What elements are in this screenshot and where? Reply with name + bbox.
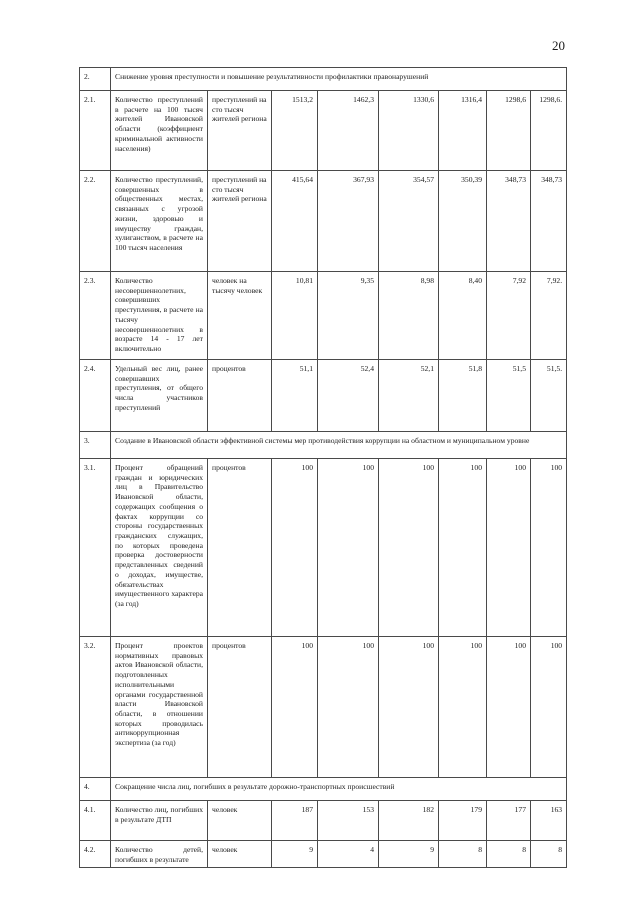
- indicator-value: 8: [531, 841, 567, 868]
- indicator-number: 3.2.: [80, 637, 111, 778]
- indicator-row: [80, 841, 567, 868]
- indicator-row: [80, 272, 567, 360]
- indicator-value: 348,73: [531, 171, 567, 272]
- indicators-table: [79, 67, 567, 868]
- indicator-name: Количество преступлений, совершенных в общественных местах, связанных с угрозой жизни, здоровью и имуществу граждан, хулиганством, в расчете на 100 тысяч населения: [111, 171, 208, 272]
- indicator-name: Количество преступлений в расчете на 100 тысяч жителей Ивановской области (коэффициент криминальной активности населения): [111, 91, 208, 171]
- section-number: 4.: [80, 778, 111, 801]
- indicator-value: 1513,2: [272, 91, 318, 171]
- indicator-value: 179: [439, 801, 487, 841]
- indicator-number: 2.3.: [80, 272, 111, 360]
- indicator-value: 10,81: [272, 272, 318, 360]
- indicator-unit: человек: [208, 801, 272, 841]
- indicator-value: 348,73: [487, 171, 531, 272]
- indicator-value: 8,40: [439, 272, 487, 360]
- indicator-value: 100: [487, 637, 531, 778]
- indicator-name: Количество несовершеннолетних, совершивших преступления, в расчете на тысячу несовершеннолетних в возрасте 14 - 17 лет включительно: [111, 272, 208, 360]
- indicator-unit: процентов: [208, 637, 272, 778]
- indicator-value: 100: [318, 459, 379, 637]
- indicator-row: [80, 171, 567, 272]
- page-number: 20: [552, 38, 565, 53]
- section-row: [80, 68, 567, 91]
- indicator-number: 2.4.: [80, 360, 111, 432]
- indicator-value: 51,5: [487, 360, 531, 432]
- section-number: 3.: [80, 432, 111, 459]
- indicator-value: 7,92: [487, 272, 531, 360]
- section-title: Снижение уровня преступности и повышение результативности профилактики правонарушений: [111, 68, 567, 91]
- indicator-unit: преступлений на сто тысяч жителей региона: [208, 91, 272, 171]
- indicator-value: 8,98: [379, 272, 439, 360]
- indicator-value: 100: [439, 637, 487, 778]
- indicator-row: [80, 637, 567, 778]
- indicator-number: 2.1.: [80, 91, 111, 171]
- indicator-number: 4.2.: [80, 841, 111, 868]
- indicator-value: 1330,6: [379, 91, 439, 171]
- indicator-value: 187: [272, 801, 318, 841]
- indicator-value: 51,1: [272, 360, 318, 432]
- indicator-value: 8: [487, 841, 531, 868]
- indicator-value: 100: [379, 459, 439, 637]
- indicator-value: 367,93: [318, 171, 379, 272]
- indicator-value: 1316,4: [439, 91, 487, 171]
- indicator-unit: человек на тысячу человек: [208, 272, 272, 360]
- indicator-name: Процент обращений граждан и юридических лиц в Правительство Ивановской области, содержащих сообщения о фактах коррупции со стороны государственных гражданских служащих, по которых проведена проверка достоверности представленных сведений о доходах, имуществе, обязательствах имущественного характера (за год): [111, 459, 208, 637]
- indicator-name: Количество детей, погибших в результате: [111, 841, 208, 868]
- indicator-unit: процентов: [208, 459, 272, 637]
- section-number: 2.: [80, 68, 111, 91]
- indicator-value: 52,1: [379, 360, 439, 432]
- indicator-value: 153: [318, 801, 379, 841]
- indicator-value: 51,5.: [531, 360, 567, 432]
- indicator-value: 415,64: [272, 171, 318, 272]
- indicator-value: 100: [272, 459, 318, 637]
- indicator-value: 1298,6: [487, 91, 531, 171]
- section-row: [80, 778, 567, 801]
- indicator-value: 1298,6.: [531, 91, 567, 171]
- indicator-number: 2.2.: [80, 171, 111, 272]
- indicator-value: 100: [272, 637, 318, 778]
- indicator-number: 4.1.: [80, 801, 111, 841]
- indicator-row: [80, 360, 567, 432]
- indicator-value: 100: [318, 637, 379, 778]
- indicator-row: [80, 91, 567, 171]
- indicator-name: Удельный вес лиц, ранее совершавших преступления, от общего числа участников преступлений: [111, 360, 208, 432]
- indicator-unit: человек: [208, 841, 272, 868]
- indicator-value: 1462,3: [318, 91, 379, 171]
- indicator-value: 163: [531, 801, 567, 841]
- indicator-value: 9,35: [318, 272, 379, 360]
- indicator-value: 8: [439, 841, 487, 868]
- indicator-value: 182: [379, 801, 439, 841]
- indicator-value: 100: [531, 459, 567, 637]
- indicator-value: 52,4: [318, 360, 379, 432]
- indicator-value: 350,39: [439, 171, 487, 272]
- indicator-value: 9: [272, 841, 318, 868]
- indicator-number: 3.1.: [80, 459, 111, 637]
- indicator-value: 4: [318, 841, 379, 868]
- indicator-value: 100: [487, 459, 531, 637]
- section-title: Сокращение числа лиц, погибших в результате дорожно-транспортных происшествий: [111, 778, 567, 801]
- section-row: [80, 432, 567, 459]
- indicator-name: Количество лиц, погибших в результате ДТП: [111, 801, 208, 841]
- section-title: Создание в Ивановской области эффективной системы мер противодействия коррупции на областном и муниципальном уровне: [111, 432, 567, 459]
- indicator-row: [80, 801, 567, 841]
- indicator-value: 100: [439, 459, 487, 637]
- indicator-name: Процент проектов нормативных правовых актов Ивановской области, подготовленных исполнительными органами государственной власти Ивановской области, в отношении которых проводилась антикоррупционная экспертиза (за год): [111, 637, 208, 778]
- indicator-value: 354,57: [379, 171, 439, 272]
- indicator-value: 7,92.: [531, 272, 567, 360]
- indicator-row: [80, 459, 567, 637]
- indicator-value: 100: [531, 637, 567, 778]
- indicator-value: 100: [379, 637, 439, 778]
- indicator-unit: преступлений на сто тысяч жителей региона: [208, 171, 272, 272]
- indicator-value: 9: [379, 841, 439, 868]
- table-body: [80, 68, 567, 868]
- indicator-value: 177: [487, 801, 531, 841]
- indicator-value: 51,8: [439, 360, 487, 432]
- indicator-unit: процентов: [208, 360, 272, 432]
